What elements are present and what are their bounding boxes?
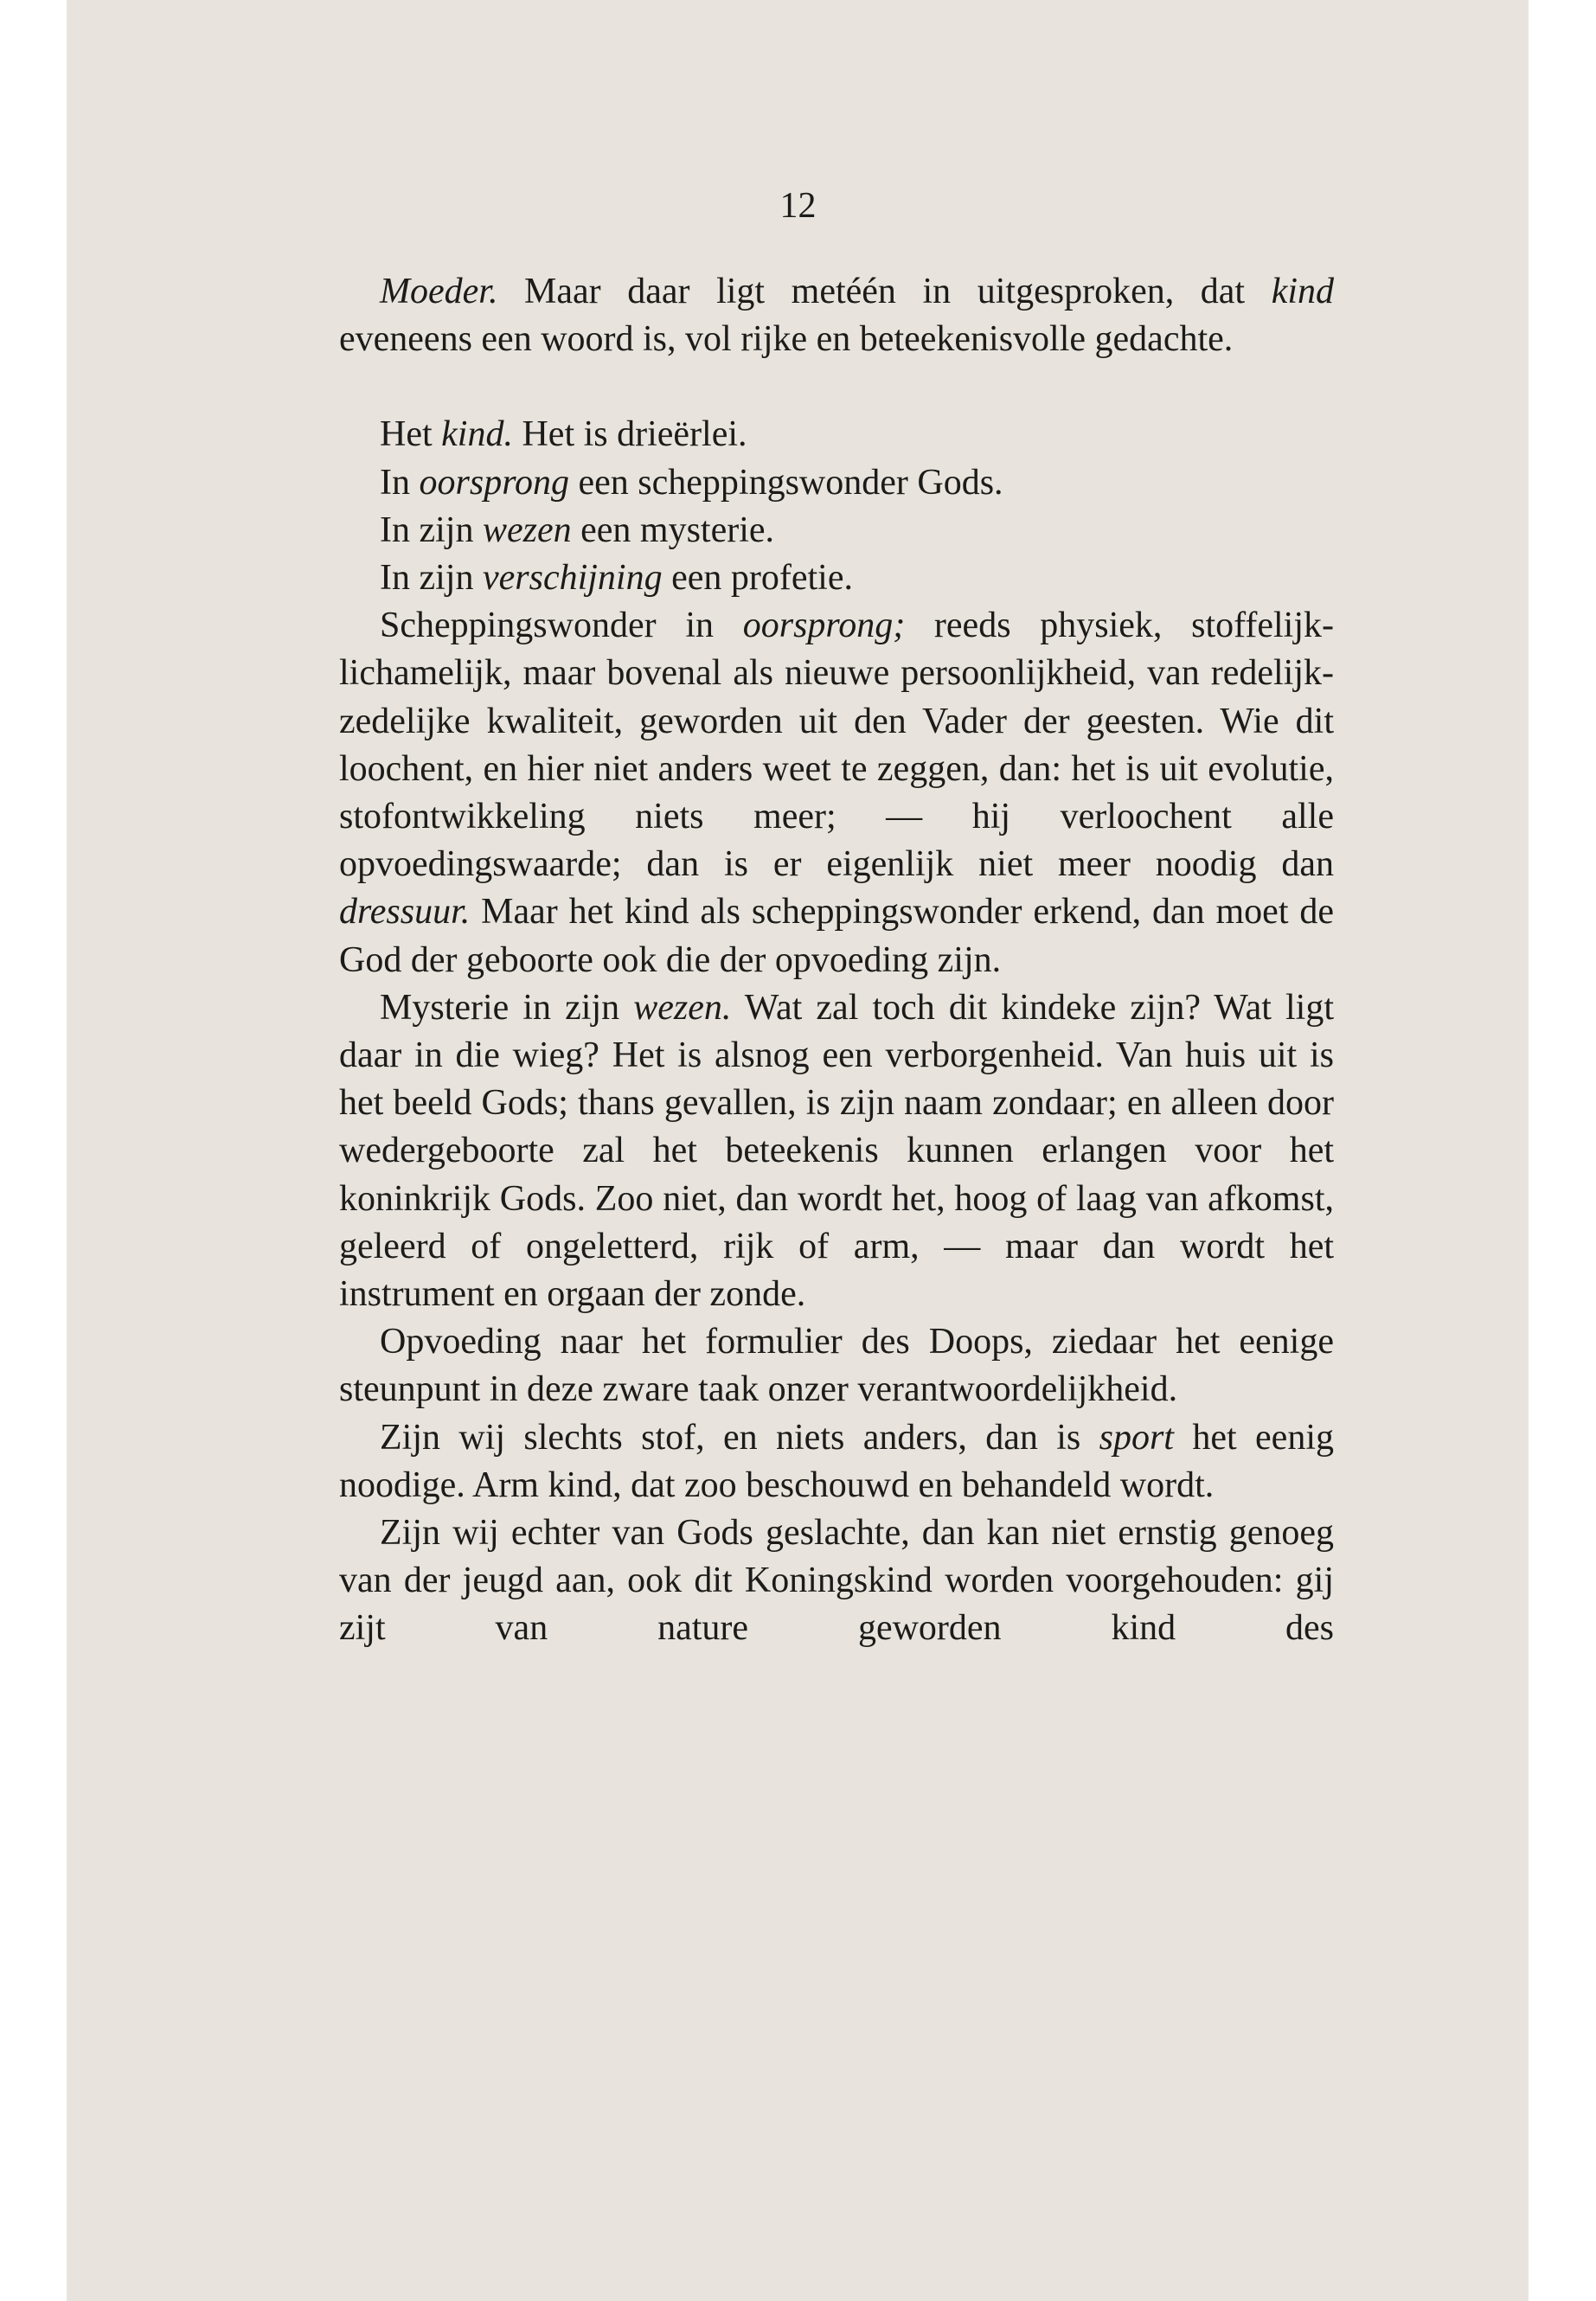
page-body-text	[339, 268, 1334, 1653]
italic-term-moeder: Moeder.	[380, 272, 498, 311]
list-line-kind	[380, 411, 1334, 458]
text-run: Maar daar ligt metéén in uitgesproken, dat	[497, 272, 1272, 311]
threefold-list	[339, 411, 1334, 602]
page-number: 12	[779, 186, 817, 226]
text-run: reeds physiek, stoffelijk-lichamelijk, maar bovenal als nieuwe persoonlijkheid, van redelijk-zedelijke kwaliteit, geworden uit den Vader der geesten. Wie dit loochent, en hier niet anders weet te zeggen, dan: het is uit evolutie, stofontwikkeling niets meer; — hij verloochent alle opvoedingswaarde; dan is er eigenlijk niet meer noodig dan	[339, 606, 1334, 885]
text-run: het eenig noodige. Arm kind, dat zoo beschouwd en behandeld wordt.	[339, 1417, 1334, 1505]
italic-term-sport: sport	[1099, 1417, 1174, 1458]
text-run: een mysterie.	[571, 510, 775, 550]
text-run: In zijn	[380, 558, 483, 599]
italic-term-dressuur: dressuur.	[339, 892, 471, 933]
paragraph-sport	[339, 1414, 1334, 1509]
italic-term-oorsprong: oorsprong;	[742, 606, 906, 646]
list-line-verschijning	[380, 554, 1334, 602]
text-run: een profetie.	[662, 558, 853, 599]
text-run: Wat zal toch dit kindeke zijn? Wat ligt daar in die wieg? Het is alsnog een verborgenheid. Van huis uit is het beeld Gods; thans gevallen, is zijn naam zondaar; en alleen door wedergeboorte zal het beteekenis kunnen erlangen voor het koninkrijk Gods. Zoo niet, dan wordt het, hoog of laag van afkomst, geleerd of ongeletterd, rijk of arm, — maar dan wordt het instrument en orgaan der zonde.	[339, 987, 1334, 1315]
paragraph-koningskind: Zijn wij echter van Gods geslachte, dan kan niet ernstig genoeg van der jeugd aan, ook dit Koningskind worden voorgehouden: gij zijt van nature geworden kind des	[339, 1513, 1334, 1649]
italic-term-wezen: wezen	[482, 510, 572, 550]
paragraph-mysterie	[339, 984, 1334, 1318]
list-line-wezen	[380, 507, 1334, 554]
text-run: Scheppingswonder in	[380, 606, 743, 646]
text-run: Het	[380, 414, 442, 455]
paragraph-opvoeding: Opvoeding naar het formulier des Doops, ziedaar het eenige steunpunt in deze zware taak onzer verantwoordelijkheid.	[339, 1322, 1334, 1410]
text-run: Zijn wij slechts stof, en niets anders, dan is	[380, 1417, 1099, 1458]
italic-term-kind: kind.	[441, 414, 513, 455]
text-run: eveneens een woord is, vol rijke en beteekenisvolle gedachte.	[339, 319, 1234, 360]
list-line-oorsprong	[380, 459, 1334, 507]
italic-term-verschijning: verschijning	[482, 558, 663, 599]
text-run: Het is drieërlei.	[512, 414, 747, 455]
italic-term-kind: kind	[1271, 272, 1334, 311]
paragraph-moeder	[339, 268, 1334, 363]
text-run: Mysterie in zijn	[380, 987, 634, 1028]
text-run: In	[380, 462, 420, 503]
text-run: een scheppingswonder Gods.	[568, 462, 1003, 503]
paragraph-scheppingswonder	[339, 602, 1334, 984]
italic-term-wezen: wezen.	[633, 987, 732, 1028]
text-run: Maar het kind als scheppingswonder erkend, dan moet de God der geboorte ook die der opvoeding zijn.	[339, 892, 1334, 980]
text-run: In zijn	[380, 510, 483, 550]
italic-term-oorsprong: oorsprong	[419, 462, 569, 503]
